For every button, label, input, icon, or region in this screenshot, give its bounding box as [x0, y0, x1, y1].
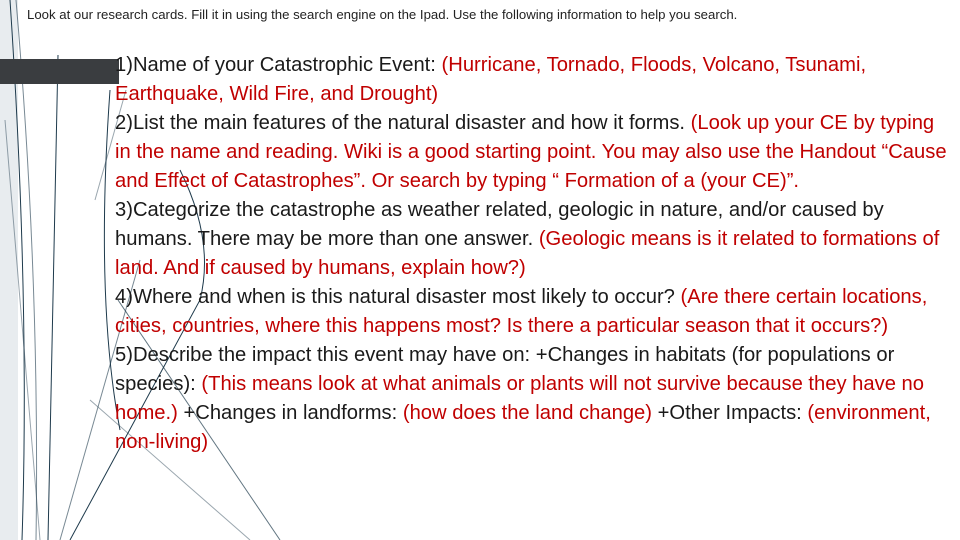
list-item-3: 3)Categorize the catastrophe as weather related, geologic in nature, and/or caused by humans. There may be more than one answer. (Geologic means is it related to formations of land. And if caused by humans, explain how?)	[115, 199, 940, 279]
research-card-items	[115, 51, 951, 457]
hint-text: (Look up your CE by typing in the name and reading. Wiki is a good starting point. You may also use the Handout “Cause and Effect of Catastrophes”. Or search by typing “ Formation of a (your CE)”.	[115, 112, 947, 192]
list-item-4: 4)Where and when is this natural disaster most likely to occur? (Are there certain locations, cities, countries, where this happens most? Is there a particular season that it occurs?)	[115, 286, 928, 337]
list-item-1: 1)Name of your Catastrophic Event: (Hurricane, Tornado, Floods, Volcano, Tsunami, Earthquake, Wild Fire, and Drought)	[115, 54, 867, 105]
hint-text: (Are there certain locations, cities, countries, where this happens most? Is there a particular season that it occurs?)	[115, 286, 928, 337]
hint-text: (environment, non-living)	[115, 402, 931, 453]
hint-text: (how does the land change)	[402, 402, 652, 424]
list-item-5: 5)Describe the impact this event may have on: +Changes in habitats (for populations or species): (This means look at what animals or plants will not survive because they have no home.) +Changes in landforms: (how does the land change) +Other Impacts: (environment, non-living)	[115, 344, 931, 453]
list-item-2: 2)List the main features of the natural disaster and how it forms. (Look up your CE by typing in the name and reading. Wiki is a good starting point. You may also use the Handout “Cause and Effect of Catastrophes”. Or search by typing “ Formation of a (your CE)”.	[115, 112, 947, 192]
instruction-header: Look at our research cards. Fill it in using the search engine on the Ipad. Use the following information to help you search.	[27, 7, 738, 22]
hint-text: (Geologic means is it related to formations of land. And if caused by humans, explain how?)	[115, 228, 940, 279]
hint-text: (This means look at what animals or plants will not survive because they have no home.)	[115, 373, 925, 424]
accent-bar	[0, 59, 119, 84]
hint-text: (Hurricane, Tornado, Floods, Volcano, Tsunami, Earthquake, Wild Fire, and Drought)	[115, 54, 867, 105]
